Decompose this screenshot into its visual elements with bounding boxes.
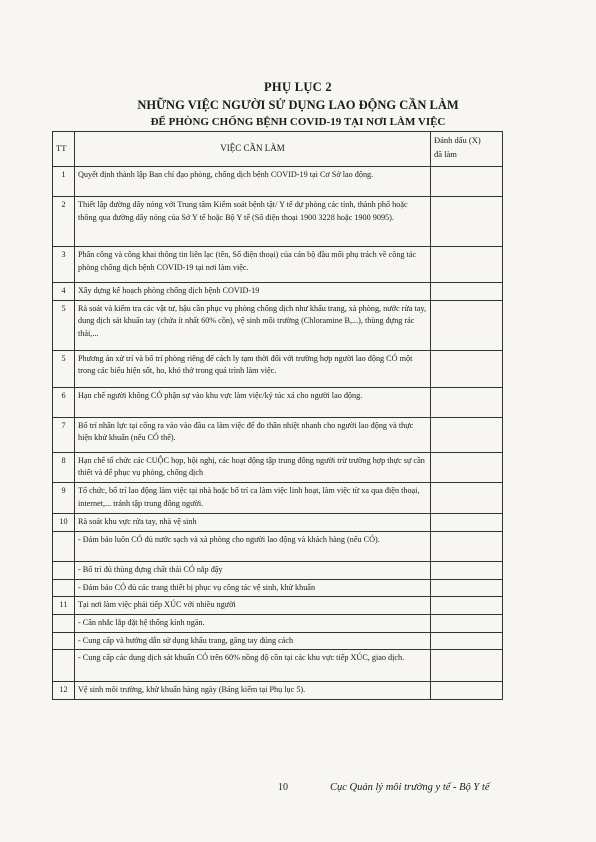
- row-number: 10: [53, 514, 75, 532]
- row-task-text: Hạn chế người không CÓ phận sự vào khu vực làm việc/ký túc xá cho người lao động.: [75, 387, 431, 417]
- row-checkbox-cell[interactable]: [431, 167, 503, 197]
- row-task-text: - Đảm bảo CÓ đủ các trang thiết bị phục vụ công tác vệ sinh, khử khuẩn: [75, 579, 431, 597]
- table-row: [53, 387, 503, 417]
- row-checkbox-cell[interactable]: [431, 387, 503, 417]
- column-header-mark: [431, 132, 503, 167]
- row-number: 8: [53, 452, 75, 482]
- table-row: [53, 283, 503, 301]
- footer-organization: Cục Quản lý môi trường y tế - Bộ Y tế: [330, 782, 490, 793]
- table-row: [53, 579, 503, 597]
- row-task-text: Rà soát và kiểm tra các vật tư, hậu cần phục vụ phòng chống dịch như khẩu trang, xà phòng, nước rửa tay, dung dịch sát khuẩn tay (chứa ít nhất 60% cồn), vệ sinh môi trường (Chloramine B,...), thùng đựng rác thải,...: [75, 300, 431, 350]
- row-task-text: Tổ chức, bố trí lao động làm việc tại nhà hoặc bố trí ca làm việc linh hoạt, làm việc từ xa qua điện thoại, internet,... tránh tập trung đông người.: [75, 483, 431, 514]
- table-header-row: [53, 132, 503, 167]
- row-task-text: Rà soát khu vực rửa tay, nhà vệ sinh: [75, 514, 431, 532]
- row-number: [53, 531, 75, 561]
- row-checkbox-cell[interactable]: [431, 452, 503, 482]
- row-checkbox-cell[interactable]: [431, 197, 503, 247]
- row-checkbox-cell[interactable]: [431, 514, 503, 532]
- document-title: NHỮNG VIỆC NGƯỜI SỬ DỤNG LAO ĐỘNG CẦN LÀM: [137, 98, 459, 112]
- table-row: [53, 682, 503, 700]
- row-task-text: - Cân nhắc lắp đặt hệ thống kính ngăn.: [75, 614, 431, 632]
- column-header-mark-line1: Đánh dấu (X): [434, 135, 481, 145]
- row-checkbox-cell[interactable]: [431, 350, 503, 387]
- row-task-text: Hạn chế tổ chức các CUỘC họp, hội nghị, các hoạt động tập trung đông người trừ trường hợp thực sự cần thiết và để phục vụ phòng, chống dịch: [75, 452, 431, 482]
- row-checkbox-cell[interactable]: [431, 483, 503, 514]
- row-checkbox-cell[interactable]: [431, 650, 503, 682]
- row-number: [53, 614, 75, 632]
- checklist-body: [53, 167, 503, 700]
- row-task-text: - Bố trí đủ thùng đựng chất thải CÓ nắp đậy: [75, 561, 431, 579]
- row-task-text: - Cung cấp các dung dịch sát khuẩn CÓ trên 60% nồng độ cồn tại các khu vực tiếp XÚC, giao dịch.: [75, 650, 431, 682]
- table-row: [53, 167, 503, 197]
- row-task-text: Thiết lập đường dây nóng với Trung tâm Kiểm soát bệnh tật/ Y tế dự phòng các tỉnh, thành phố hoặc thông qua đường dây nóng của Sở Y tế hoặc Bộ Y tế (Số điện thoại 1900 3228 hoặc 1900 9095).: [75, 197, 431, 247]
- row-number: 1: [53, 167, 75, 197]
- table-row: [53, 531, 503, 561]
- row-checkbox-cell[interactable]: [431, 632, 503, 650]
- column-header-mark-line2: đã làm: [434, 148, 457, 159]
- table-row: [53, 597, 503, 615]
- row-checkbox-cell[interactable]: [431, 561, 503, 579]
- row-number: [53, 579, 75, 597]
- row-number: 7: [53, 417, 75, 452]
- row-number: [53, 632, 75, 650]
- page-number: 10: [278, 782, 288, 793]
- table-row: [53, 452, 503, 482]
- table-row: [53, 483, 503, 514]
- table-row: [53, 197, 503, 247]
- checklist-table: [52, 131, 503, 700]
- row-task-text: Bố trí nhân lực tại cổng ra vào vào đầu ca làm việc để đo thân nhiệt nhanh cho người lao động và thực hiện khử khuẩn (nếu CÓ thể).: [75, 417, 431, 452]
- table-row: [53, 614, 503, 632]
- row-checkbox-cell[interactable]: [431, 579, 503, 597]
- row-task-text: Quyết định thành lập Ban chỉ đạo phòng, chống dịch bệnh COVID-19 tại Cơ Sở lao động.: [75, 167, 431, 197]
- row-checkbox-cell[interactable]: [431, 247, 503, 283]
- row-task-text: - Đảm bảo luôn CÓ đủ nước sạch và xà phòng cho người lao động và khách hàng (nếu CÓ).: [75, 531, 431, 561]
- row-task-text: - Cung cấp và hướng dẫn sử dụng khẩu trang, găng tay đúng cách: [75, 632, 431, 650]
- table-row: [53, 632, 503, 650]
- row-task-text: Vệ sinh môi trường, khử khuẩn hàng ngày (Bảng kiểm tại Phụ lục 5).: [75, 682, 431, 700]
- row-checkbox-cell[interactable]: [431, 614, 503, 632]
- table-row: [53, 561, 503, 579]
- table-row: [53, 247, 503, 283]
- row-checkbox-cell[interactable]: [431, 531, 503, 561]
- table-row: [53, 514, 503, 532]
- column-header-work: VIỆC CẦN LÀM: [75, 132, 431, 167]
- row-number: 5: [53, 350, 75, 387]
- row-number: [53, 650, 75, 682]
- row-number: 4: [53, 283, 75, 301]
- row-checkbox-cell[interactable]: [431, 597, 503, 615]
- table-row: [53, 300, 503, 350]
- row-task-text: Tại nơi làm việc phải tiếp XÚC với nhiều người: [75, 597, 431, 615]
- appendix-label: PHỤ LỤC 2: [264, 80, 332, 94]
- table-row: [53, 350, 503, 387]
- row-number: 6: [53, 387, 75, 417]
- table-row: [53, 650, 503, 682]
- row-number: 9: [53, 483, 75, 514]
- row-checkbox-cell[interactable]: [431, 283, 503, 301]
- row-number: 11: [53, 597, 75, 615]
- row-number: 2: [53, 197, 75, 247]
- table-row: [53, 417, 503, 452]
- document-subtitle: ĐỂ PHÒNG CHỐNG BỆNH COVID-19 TẠI NƠI LÀM VIỆC: [150, 116, 446, 128]
- row-task-text: Phương án xử trí và bố trí phòng riêng để cách ly tạm thời đối với trường hợp người lao động CÓ một trong các biểu hiện sốt, ho, khó thở trong quá trình làm việc.: [75, 350, 431, 387]
- row-task-text: Xây dựng kế hoạch phòng chống dịch bệnh COVID-19: [75, 283, 431, 301]
- row-checkbox-cell[interactable]: [431, 300, 503, 350]
- column-header-tt: TT: [53, 132, 75, 167]
- row-number: 5: [53, 300, 75, 350]
- row-checkbox-cell[interactable]: [431, 682, 503, 700]
- row-task-text: Phân công và công khai thông tin liên lạc (tên, Số điện thoại) của cán bộ đầu mối phụ trách về công tác phòng chống dịch bệnh COVID-19 tại nơi làm việc.: [75, 247, 431, 283]
- row-number: 12: [53, 682, 75, 700]
- row-number: [53, 561, 75, 579]
- row-checkbox-cell[interactable]: [431, 417, 503, 452]
- row-number: 3: [53, 247, 75, 283]
